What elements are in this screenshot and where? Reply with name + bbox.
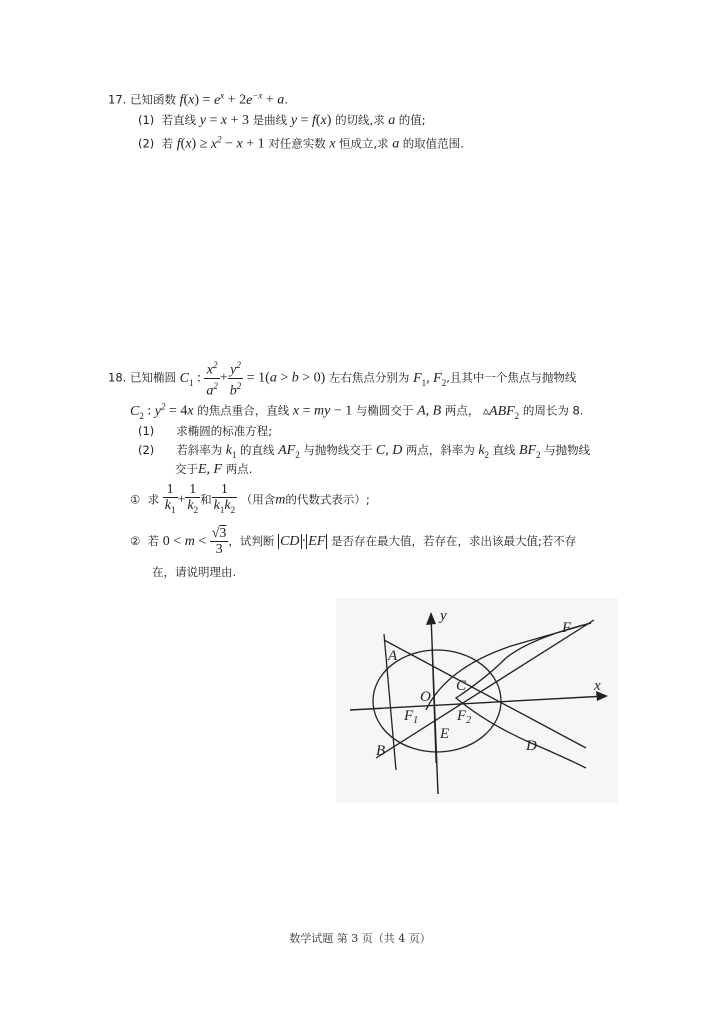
y2-over-b2: $\frac{y^2}{b^2}$ xyxy=(229,360,242,399)
q18-stem-line2: $C_2$ : $y^2 = 4x$ 的焦点重合，直线 x = my − 1 与椭圆交于 A, B 两点， $▵ABF_2$ 的周长为 8. xyxy=(130,401,584,421)
q18-item2-line2: 在，请说明理由. xyxy=(152,565,237,579)
ellipse-parabola-figure xyxy=(336,598,618,803)
page-footer: 数学试题 第 3 页（共 4 页） xyxy=(289,932,431,945)
label-c: C xyxy=(456,678,467,694)
label-a: A xyxy=(388,648,398,664)
label-f: F xyxy=(562,620,572,636)
label-x: x xyxy=(594,678,601,694)
label-f2: $F_2$ xyxy=(457,708,472,726)
q17-part1: (1) 若直线 y = x + 3 是曲线 y = f(x) 的切线,求 a 的值; xyxy=(138,113,426,128)
label-d: D xyxy=(526,738,537,754)
label-b: B xyxy=(376,743,386,759)
q18-stem-line1: 18. 已知椭圆 $C_1$ : $\frac{x^2}{a^2}$ + $\frac{y^2}{b^2}$ = 1(a > b > 0) 左右焦点分别为 $F_1$, $F_2$,且其中一个焦点与抛物线 xyxy=(108,360,577,399)
q18-item1: ① 求 $\frac{1}{k_1}$ + $\frac{1}{k_2}$ 和 $\frac{1}{k_1k_2}$ （用含m的代数式表示）; xyxy=(130,482,370,515)
x2-over-a2: $\frac{x^2}{a^2}$ xyxy=(206,360,218,399)
q18-number: 18. xyxy=(108,370,127,385)
q18-part2-line1: (2) 若斜率为 $k_1$ 的直线 $AF_2$ 与抛物线交于 C, D 两点，斜率为 $k_2$ 直线 $BF_2$ 与抛物线 xyxy=(138,443,591,460)
label-o: O xyxy=(420,689,431,705)
figure-background xyxy=(336,598,618,803)
q17-function: f xyxy=(179,92,184,108)
label-e: E xyxy=(440,726,450,742)
q17-part2: (2) 若 $f(x) \ge x^2 - x + 1$ 对任意实数 x 恒成立,求 a 的取值范围. xyxy=(138,134,464,152)
q18-part1: (1) 求椭圆的标准方程; xyxy=(138,424,273,438)
q17-stem: 17. 已知函数 $f(x) = e^x + 2e^{-x} + a$. xyxy=(108,90,288,108)
q18-item2-line1: ② 若 0 < m < $\frac{√3}{3}$ ，试判断 CD · EF 是否存在最大值，若存在，求出该最大值;若不存 xyxy=(130,526,577,557)
label-f1: $F_1$ xyxy=(404,708,419,726)
q17-number: 17. xyxy=(108,92,127,107)
label-y: y xyxy=(440,608,447,624)
q18-part2-line2: 交于E, F 两点. xyxy=(175,462,253,477)
